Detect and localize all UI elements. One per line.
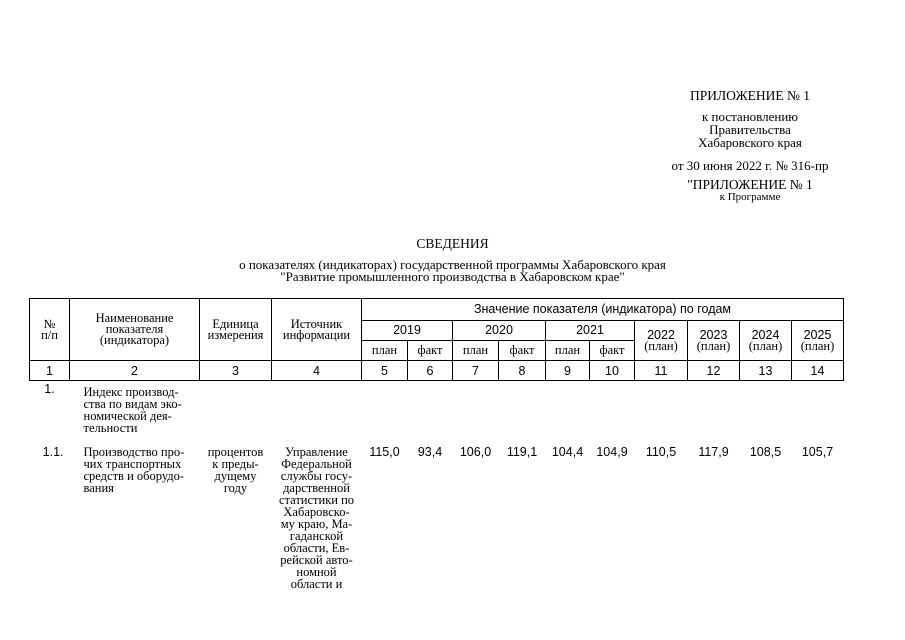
to-program: к Программе xyxy=(719,191,781,203)
col-number: 12 xyxy=(688,361,740,381)
row-value xyxy=(453,381,499,441)
table-row xyxy=(30,381,844,441)
header-num: № п/п xyxy=(30,299,70,361)
row-value xyxy=(740,381,792,441)
title-line-1: о показателях (индикаторах) государственной программы Хабаровского края xyxy=(239,257,666,272)
col-number: 11 xyxy=(635,361,688,381)
header-plan-2021: план xyxy=(546,341,590,361)
header-unit: Единица измерения xyxy=(200,299,272,361)
col-number: 3 xyxy=(200,361,272,381)
row-source: Управление Федеральной службы госу- дарственной статистики по Хабаровско- му краю, Ма- гаданской области, Ев- рейской авто- номной области и xyxy=(278,445,355,591)
col-number: 7 xyxy=(453,361,499,381)
indicators-table xyxy=(29,298,844,590)
header-year-2023: 2023 (план) xyxy=(688,321,740,361)
row-value: 104,9 xyxy=(596,445,628,459)
row-value: 93,4 xyxy=(417,445,443,459)
row-name: Индекс производ- ства по видам эко- номической дея- тельности xyxy=(83,385,182,435)
header-name: Наименование показателя (индикатора) xyxy=(70,299,200,361)
column-number-row xyxy=(30,361,844,381)
col-number: 9 xyxy=(546,361,590,381)
row-value: 105,7 xyxy=(801,445,834,459)
col-number: 10 xyxy=(590,361,635,381)
table-row xyxy=(30,440,844,590)
resolution-line-3: Хабаровского края xyxy=(698,135,802,150)
header-values-group: Значение показателя (индикатора) по годам xyxy=(362,299,844,321)
program-appendix-title: "ПРИЛОЖЕНИЕ № 1 xyxy=(687,177,813,192)
header-plan-2020: план xyxy=(453,341,499,361)
appendix-title: ПРИЛОЖЕНИЕ № 1 xyxy=(689,88,811,103)
row-value xyxy=(792,381,844,441)
col-number: 6 xyxy=(408,361,453,381)
col-number: 13 xyxy=(740,361,792,381)
header-year-2025: 2025 (план) xyxy=(792,321,844,361)
header-year-2019: 2019 xyxy=(362,321,453,341)
document-title xyxy=(160,238,745,283)
header-year-2020: 2020 xyxy=(453,321,546,341)
col-number: 8 xyxy=(499,361,546,381)
row-value xyxy=(408,381,453,441)
col-number: 2 xyxy=(70,361,200,381)
row-value: 108,5 xyxy=(749,445,782,459)
row-value xyxy=(688,381,740,441)
row-value xyxy=(362,381,408,441)
row-value: 106,0 xyxy=(459,445,492,459)
title-line-2: "Развитие промышленного производства в Хабаровском крае" xyxy=(280,269,625,284)
resolution-line-1: к постановлению xyxy=(701,109,799,124)
header-fact-2019: факт xyxy=(408,341,453,361)
row-value xyxy=(635,381,688,441)
row-unit: процентов к преды- дущему году xyxy=(207,445,264,495)
document-header xyxy=(630,89,870,204)
row-source xyxy=(272,381,362,441)
resolution-line-2: Правительства xyxy=(709,122,791,137)
header-year-2022: 2022 (план) xyxy=(635,321,688,361)
row-value: 117,9 xyxy=(698,445,729,459)
header-plan-2019: план xyxy=(362,341,408,361)
row-value: 119,1 xyxy=(506,445,538,459)
row-name: Производство про- чих транспортных средств и оборудо- вания xyxy=(83,445,185,495)
resolution-date: от 30 июня 2022 г. № 316-пр xyxy=(671,158,829,173)
row-value: 104,4 xyxy=(551,445,584,459)
col-number: 4 xyxy=(272,361,362,381)
row-value: 110,5 xyxy=(645,445,677,459)
row-value: 115,0 xyxy=(369,445,400,459)
col-number: 14 xyxy=(792,361,844,381)
header-year-2021: 2021 xyxy=(546,321,635,341)
row-num: 1. xyxy=(44,382,55,396)
header-fact-2021: факт xyxy=(590,341,635,361)
row-num: 1.1. xyxy=(42,445,64,459)
header-fact-2020: факт xyxy=(499,341,546,361)
title-heading: СВЕДЕНИЯ xyxy=(416,236,489,251)
row-value xyxy=(590,381,635,441)
row-unit xyxy=(200,381,272,441)
col-number: 1 xyxy=(30,361,70,381)
header-source: Источник информации xyxy=(272,299,362,361)
header-year-2024: 2024 (план) xyxy=(740,321,792,361)
row-value xyxy=(546,381,590,441)
row-value xyxy=(499,381,546,441)
col-number: 5 xyxy=(362,361,408,381)
